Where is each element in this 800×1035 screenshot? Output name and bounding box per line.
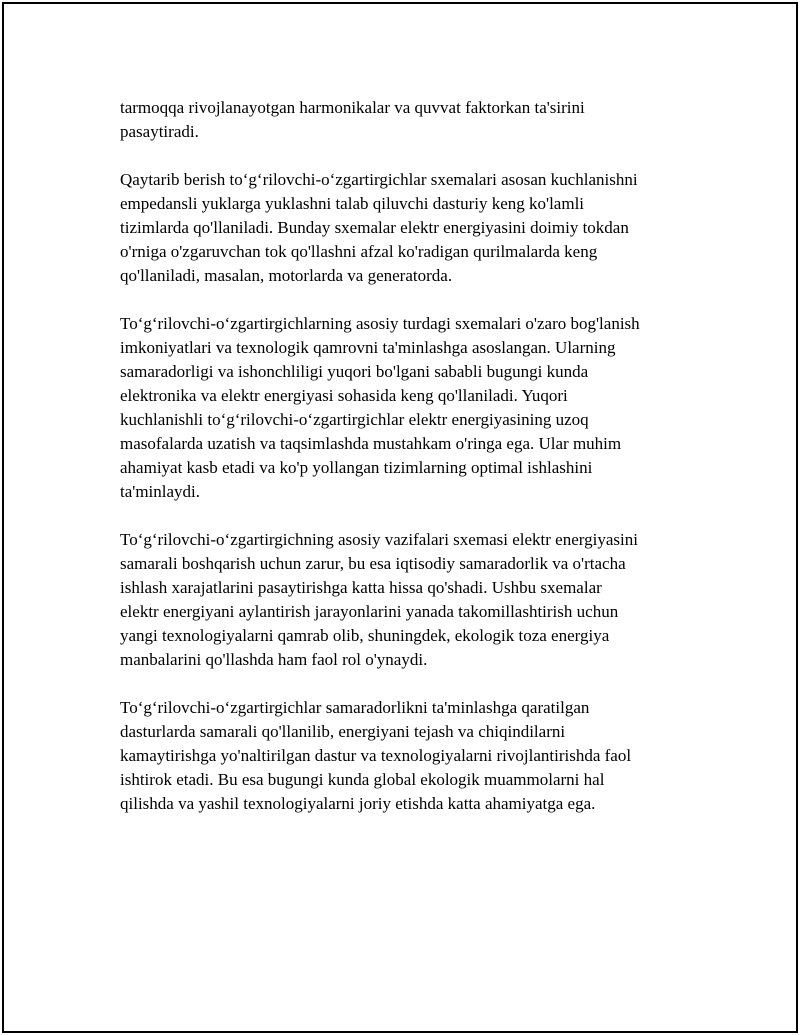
paragraph-3: To‘g‘rilovchi-o‘zgartirgichlarning asosiy turdagi sxemalari o'zaro bog'lanish imkoniyatlari va texnologik qamrovni ta'minlashga asoslangan. Ularning samaradorligi va ishonchliligi yuqori bo'lgani sababli bugungi kunda elektronika va elektr energiyasi sohasida keng qo'llaniladi. Yuqori kuchlanishli to‘g‘rilovchi-o‘zgartirgichlar elektr energiyasining uzoq masofalarda uzatish va taqsimlashda mustahkam o'ringa ega. Ular muhim ahamiyat kasb etadi va ko'p yollangan tizimlarning optimal ishlashini ta'minlaydi. xyxy=(120,314,640,501)
paragraph-1: tarmoqqa rivojlanayotgan harmonikalar va quvvat faktorkan ta'sirini pasaytiradi. xyxy=(120,98,585,141)
paragraph-5: To‘g‘rilovchi-o‘zgartirgichlar samaradorlikni ta'minlashga qaratilgan dasturlarda samarali qo'llanilib, energiyani tejash va chiqindilarni kamaytirishga yo'naltirilgan dastur va texnologiyalarni rivojlantirishda faol ishtirok etadi. Bu esa bugungi kunda global ekologik muammolarni hal qilishda va yashil texnologiyalarni joriy etishda katta ahamiyatga ega. xyxy=(120,698,632,813)
paragraph-2: Qaytarib berish to‘g‘rilovchi-o‘zgartirgichlar sxemalari asosan kuchlanishni empedansli yuklarga yuklashni talab qiluvchi dasturiy keng ko'lamli tizimlarda qo'llaniladi. Bunday sxemalar elektr energiyasini doimiy tokdan o'rniga o'zgaruvchan tok qo'llashni afzal ko'radigan qurilmalarda keng qo'llaniladi, masalan, motorlarda va generatorda. xyxy=(120,170,638,285)
document-body xyxy=(120,96,690,840)
page-frame xyxy=(2,2,798,1033)
paragraph-4: To‘g‘rilovchi-o‘zgartirgichning asosiy vazifalari sxemasi elektr energiyasini samarali boshqarish uchun zarur, bu esa iqtisodiy samaradorlik va o'rtacha ishlash xarajatlarini pasaytirishga katta hissa qo'shadi. Ushbu sxemalar elektr energiyani aylantirish jarayonlarini yanada takomillashtirish uchun yangi texnologiyalarni qamrab olib, shuningdek, ekologik toza energiya manbalarini qo'llashda ham faol rol o'ynaydi. xyxy=(120,530,638,669)
